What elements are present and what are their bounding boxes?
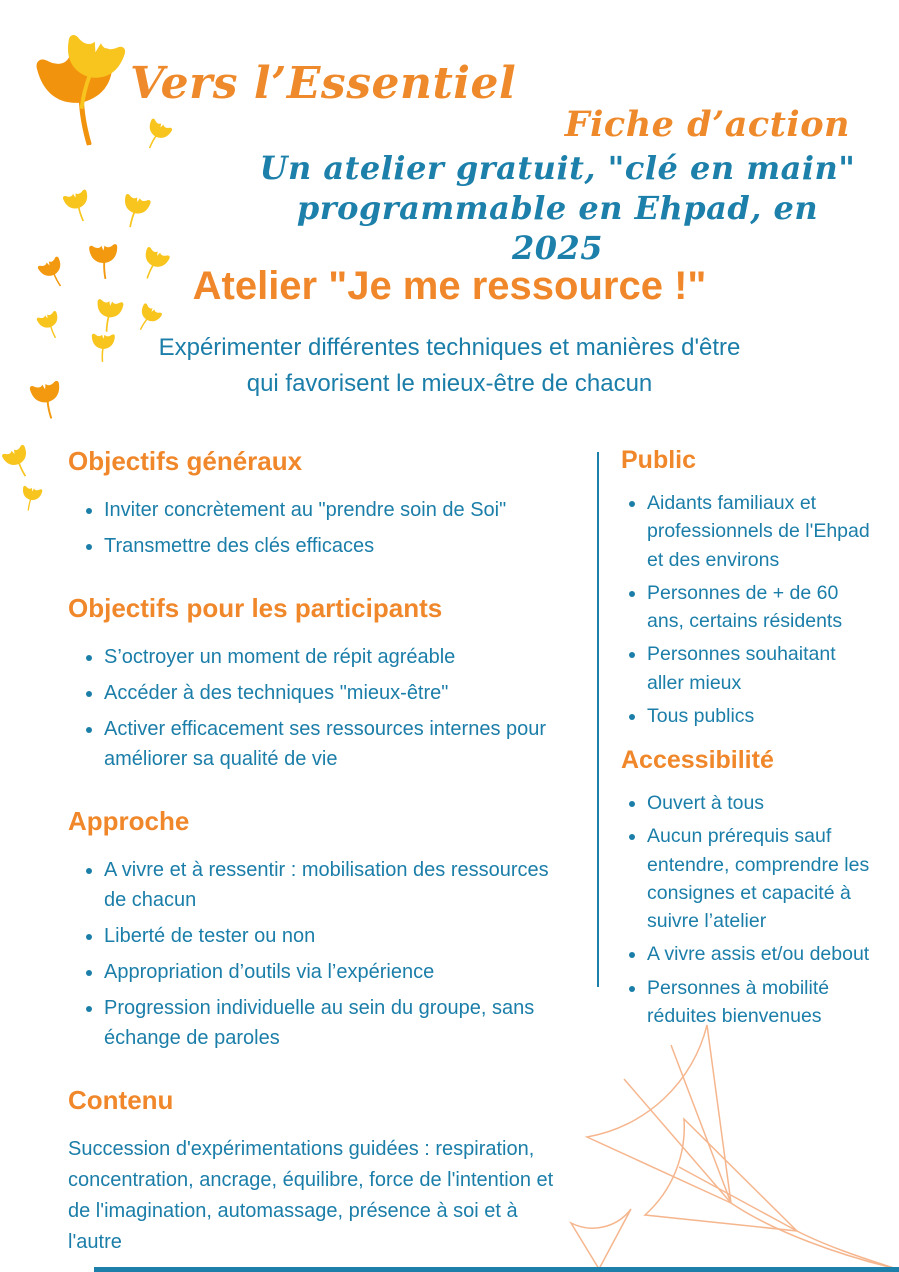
list-item: • Personnes à mobilité réduites bienvenues [647, 974, 877, 1031]
left-column [68, 446, 573, 1258]
right-column [621, 446, 877, 1035]
page-subtitle-line1: Expérimenter différentes techniques et manières d'être [158, 334, 741, 361]
bullet-list [68, 855, 573, 1053]
bottom-rule [94, 1267, 899, 1272]
list-item: • Inviter concrètement au "prendre soin de Soi" [104, 495, 573, 525]
page-subtitle-line2: qui favorisent le mieux-être de chacun [246, 370, 653, 397]
bullet-list [68, 495, 573, 561]
section-objectifs-participants [68, 593, 573, 774]
list-item: • Aidants familiaux et professionnels de l'Ehpad et des environs [647, 489, 877, 574]
doc-type-label: Fiche d’action [564, 104, 850, 145]
section-heading: Accessibilité [621, 746, 774, 775]
section-heading: Objectifs généraux [68, 446, 303, 476]
list-item: • Transmettre des clés efficaces [104, 531, 573, 561]
intro-line2: programmable en Ehpad, en 2025 [296, 189, 819, 267]
intro-line1: Un atelier gratuit, "clé en main" [259, 149, 856, 187]
list-item: • A vivre assis et/ou debout [647, 940, 877, 968]
section-heading: Public [621, 446, 697, 474]
list-item: • S’octroyer un moment de répit agréable [104, 642, 573, 672]
list-item: • Progression individuelle au sein du groupe, sans échange de paroles [104, 993, 573, 1053]
list-item: • Activer efficacement ses ressources internes pour améliorer sa qualité de vie [104, 714, 573, 774]
page-title: Atelier "Je me ressource !" [192, 264, 707, 308]
section-accessibilite [621, 746, 877, 1030]
list-item: • Tous publics [647, 702, 877, 730]
list-item: • Ouvert à tous [647, 789, 877, 817]
ginkgo-leaf-icon [138, 114, 176, 154]
section-objectifs-generaux [68, 446, 573, 561]
ginkgo-outline-decoration [559, 1017, 899, 1272]
page-subtitle [0, 330, 899, 402]
list-item: • Personnes souhaitant aller mieux [647, 640, 877, 697]
section-heading: Contenu [68, 1085, 174, 1115]
bullet-list [621, 489, 877, 730]
column-divider [597, 452, 599, 987]
list-item: • Appropriation d’outils via l’expérience [104, 957, 573, 987]
ginkgo-leaf-icon [59, 185, 96, 226]
intro-text [250, 148, 865, 268]
section-heading: Approche [68, 806, 190, 836]
ginkgo-leaf-icon [17, 482, 44, 513]
bullet-list [68, 642, 573, 774]
brand-name: Vers l’Essentiel [130, 58, 517, 109]
list-item: • A vivre et à ressentir : mobilisation des ressources de chacun [104, 855, 573, 915]
ginkgo-leaf-icon [0, 440, 38, 483]
list-item: • Personnes de + de 60 ans, certains résidents [647, 579, 877, 636]
section-contenu [68, 1085, 573, 1258]
list-item: • Liberté de tester ou non [104, 921, 573, 951]
list-item: • Aucun prérequis sauf entendre, comprendre les consignes et capacité à suivre l’atelier [647, 822, 877, 935]
section-approche [68, 806, 573, 1053]
section-heading: Objectifs pour les participants [68, 593, 443, 623]
section-public [621, 446, 877, 730]
bullet-list [621, 789, 877, 1030]
ginkgo-leaf-icon [116, 189, 155, 232]
section-paragraph: Succession d'expérimentations guidées : respiration, concentration, ancrage, équilibre, force de l'intention et de l'imagination, automassage, présence à soi et à l'autre [68, 1138, 554, 1253]
list-item: • Accéder à des techniques "mieux-être" [104, 678, 573, 708]
